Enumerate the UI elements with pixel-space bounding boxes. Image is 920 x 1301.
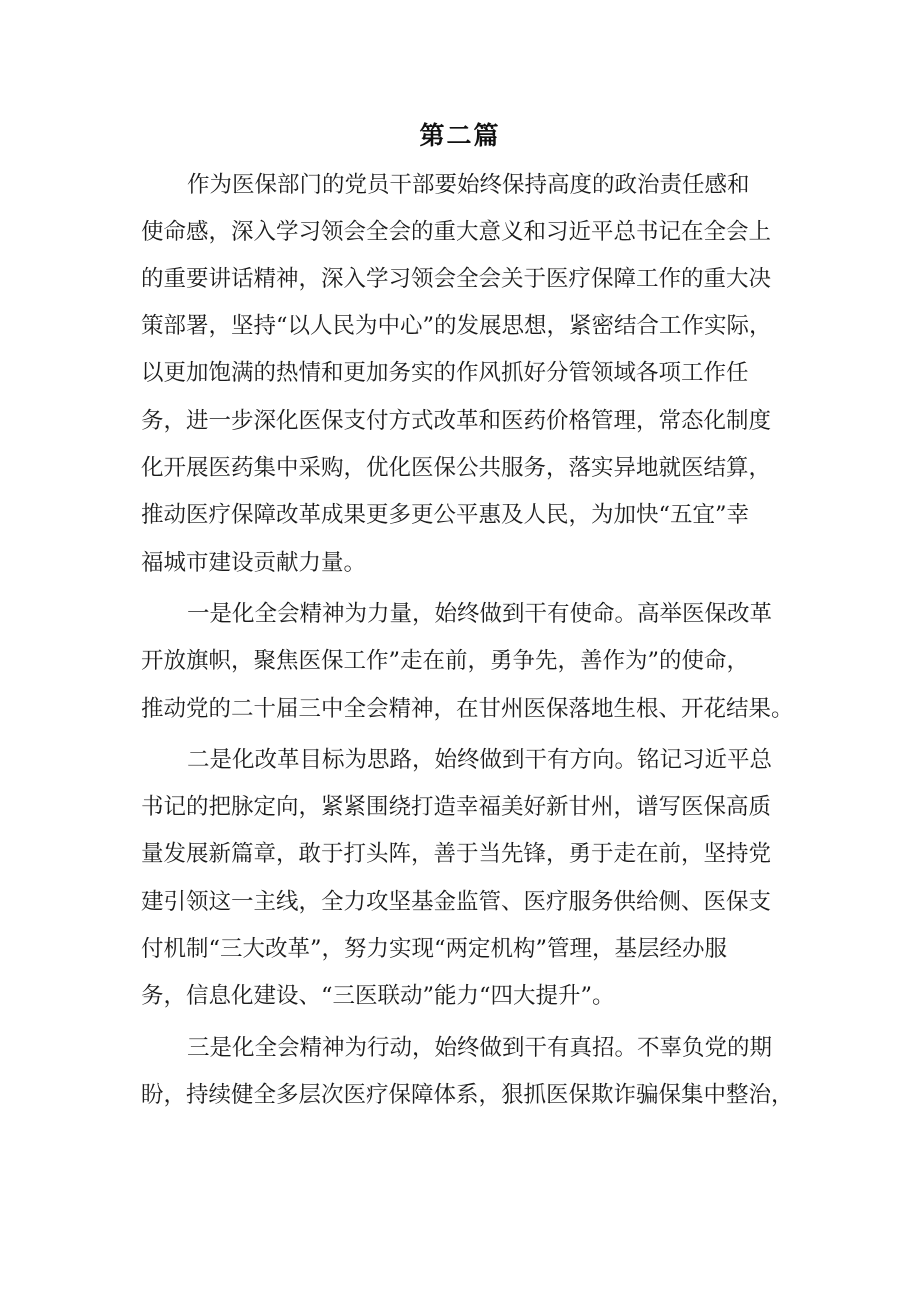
paragraph-line: 作为医保部门的党员干部要始终保持高度的政治责任感和 bbox=[187, 172, 750, 198]
paragraph-line: 一是化全会精神为力量，始终做到干有使命。高举医保改革 bbox=[187, 601, 773, 627]
paragraph-line: 量发展新篇章，敢于打头阵，善于当先锋，勇于走在前，坚持党 bbox=[141, 841, 772, 867]
paragraph-line: 推动党的二十届三中全会精神，在甘州医保落地生根、开花结果。 bbox=[141, 696, 794, 722]
document-title: 第二篇 bbox=[419, 121, 501, 150]
paragraph-line: 推动医疗保障改革成果更多更公平惠及人民，为加快“五宜”幸 bbox=[141, 502, 750, 528]
paragraph-line: 化开展医药集中采购，优化医保公共服务，落实异地就医结算， bbox=[141, 455, 772, 481]
paragraph-line: 使命感，深入学习领会全会的重大意义和习近平总书记在全会上 bbox=[141, 219, 772, 245]
paragraph-line: 盼，持续健全多层次医疗保障体系，狠抓医保欺诈骗保集中整治， bbox=[141, 1082, 794, 1108]
paragraph-line: 的重要讲话精神，深入学习领会全会关于医疗保障工作的重大决 bbox=[141, 266, 772, 292]
paragraph-line: 福城市建设贡献力量。 bbox=[141, 550, 367, 576]
paragraph-line: 建引领这一主线，全力攻坚基金监管、医疗服务供给侧、医保支 bbox=[141, 889, 772, 915]
paragraph-line: 二是化改革目标为思路，始终做到干有方向。铭记习近平总 bbox=[187, 747, 773, 773]
paragraph-line: 付机制“三大改革”，努力实现“两定机构”管理，基层经办服 bbox=[141, 936, 728, 962]
paragraph-line: 策部署，坚持“以人民为中心”的发展思想，紧密结合工作实际， bbox=[141, 313, 772, 339]
paragraph-line: 以更加饱满的热情和更加务实的作风抓好分管领域各项工作任 bbox=[141, 360, 749, 386]
paragraph-line: 务，信息化建设、“三医联动”能力“四大提升”。 bbox=[141, 983, 615, 1009]
paragraph-line: 开放旗帜，聚焦医保工作”走在前，勇争先，善作为”的使命， bbox=[141, 648, 750, 674]
paragraph-line: 三是化全会精神为行动，始终做到干有真招。不辜负党的期 bbox=[187, 1035, 773, 1061]
paragraph-line: 书记的把脉定向，紧紧围绕打造幸福美好新甘州，谱写医保高质 bbox=[141, 794, 772, 820]
paragraph-line: 务，进一步深化医保支付方式改革和医药价格管理，常态化制度 bbox=[141, 408, 772, 434]
